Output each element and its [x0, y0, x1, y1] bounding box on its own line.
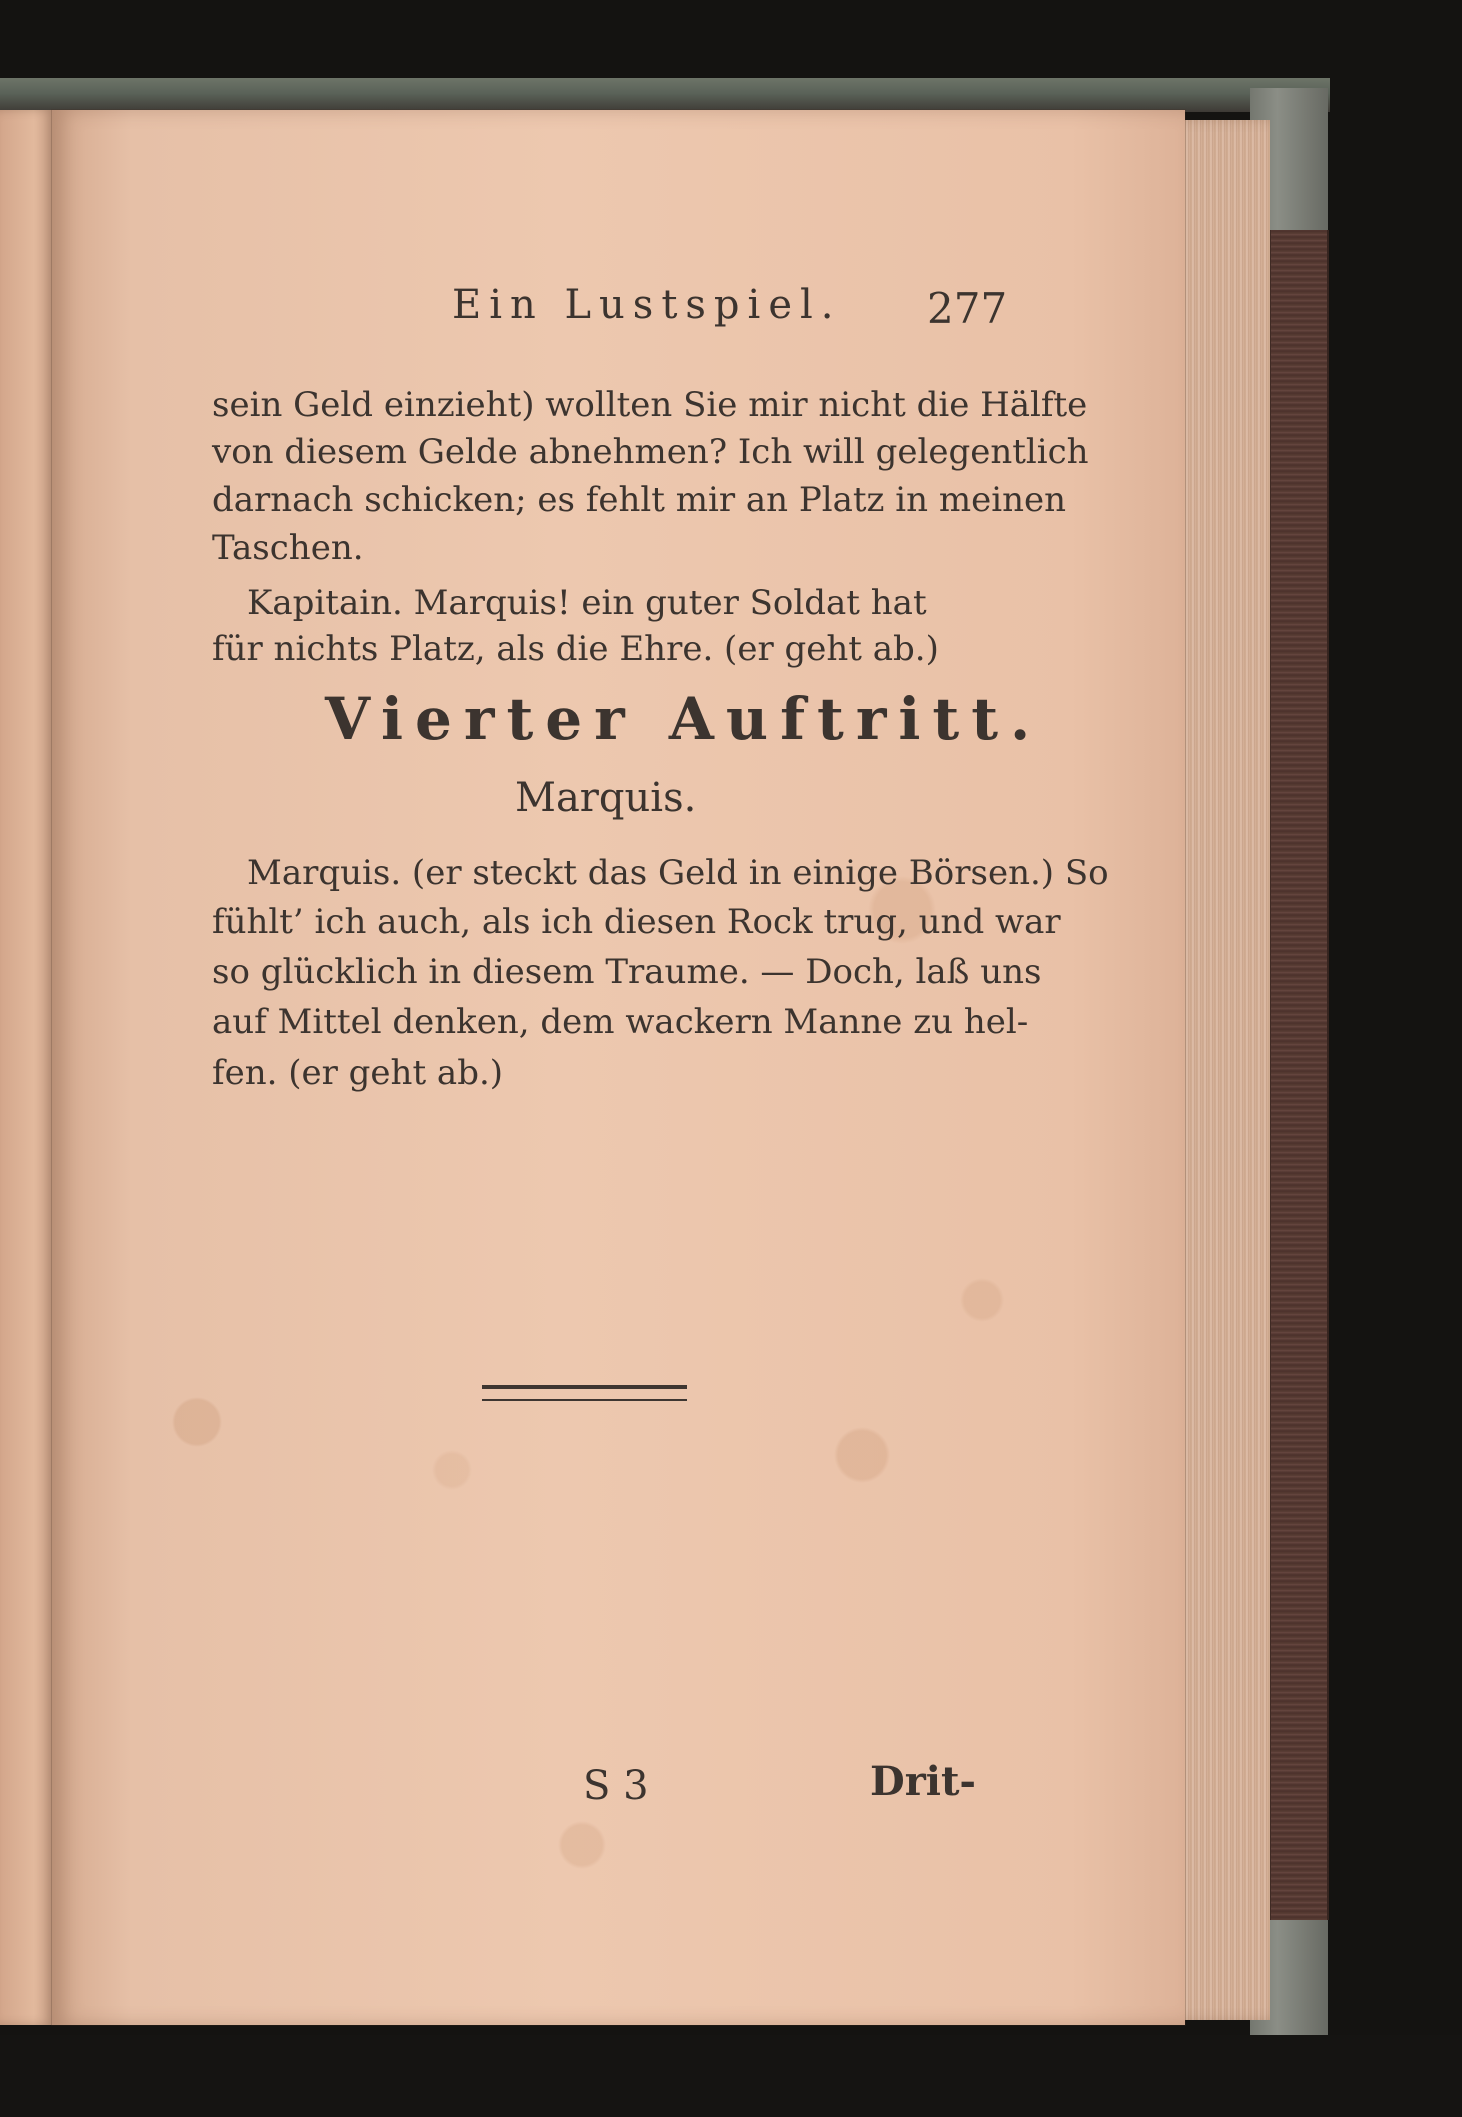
book-page	[52, 110, 1185, 2025]
text-line-4: Taschen.	[212, 528, 364, 568]
text-line-1: sein Geld einzieht) wollten Sie mir nicht die Hälfte	[212, 385, 1088, 425]
section-divider	[482, 1385, 687, 1401]
running-title: Ein Lustspiel.	[452, 282, 842, 328]
dialogue-line-1: Marquis. (er steckt das Geld in einige Börsen.) So	[247, 853, 1109, 893]
dialogue-line-2: fühlt’ ich auch, als ich diesen Rock trug, und war	[212, 902, 1061, 942]
leather-cover-strip	[1268, 230, 1329, 1920]
catchword: Drit-	[870, 1758, 977, 1805]
speaker-name: Marquis.	[515, 775, 697, 821]
dialogue-line-4: auf Mittel denken, dem wackern Manne zu hel-	[212, 1002, 1029, 1042]
text-line-6: für nichts Platz, als die Ehre. (er geht ab.)	[212, 629, 939, 669]
facing-page-edge	[0, 110, 56, 2025]
book-cover-top	[0, 78, 1330, 112]
text-line-2: von diesem Gelde abnehmen? Ich will gelegentlich	[212, 432, 1089, 472]
page-number: 277	[927, 284, 1008, 333]
dialogue-line-5: fen. (er geht ab.)	[212, 1053, 504, 1093]
text-line-3: darnach schicken; es fehlt mir an Platz in meinen	[212, 480, 1067, 520]
text-line-5: Kapitain. Marquis! ein guter Soldat hat	[247, 583, 927, 623]
background-shadow	[0, 2035, 1462, 2117]
dialogue-line-3: so glücklich in diesem Traume. — Doch, laß uns	[212, 952, 1042, 992]
printer-signature: S 3	[583, 1763, 649, 1809]
scene-heading: Vierter Auftritt.	[325, 685, 1043, 753]
